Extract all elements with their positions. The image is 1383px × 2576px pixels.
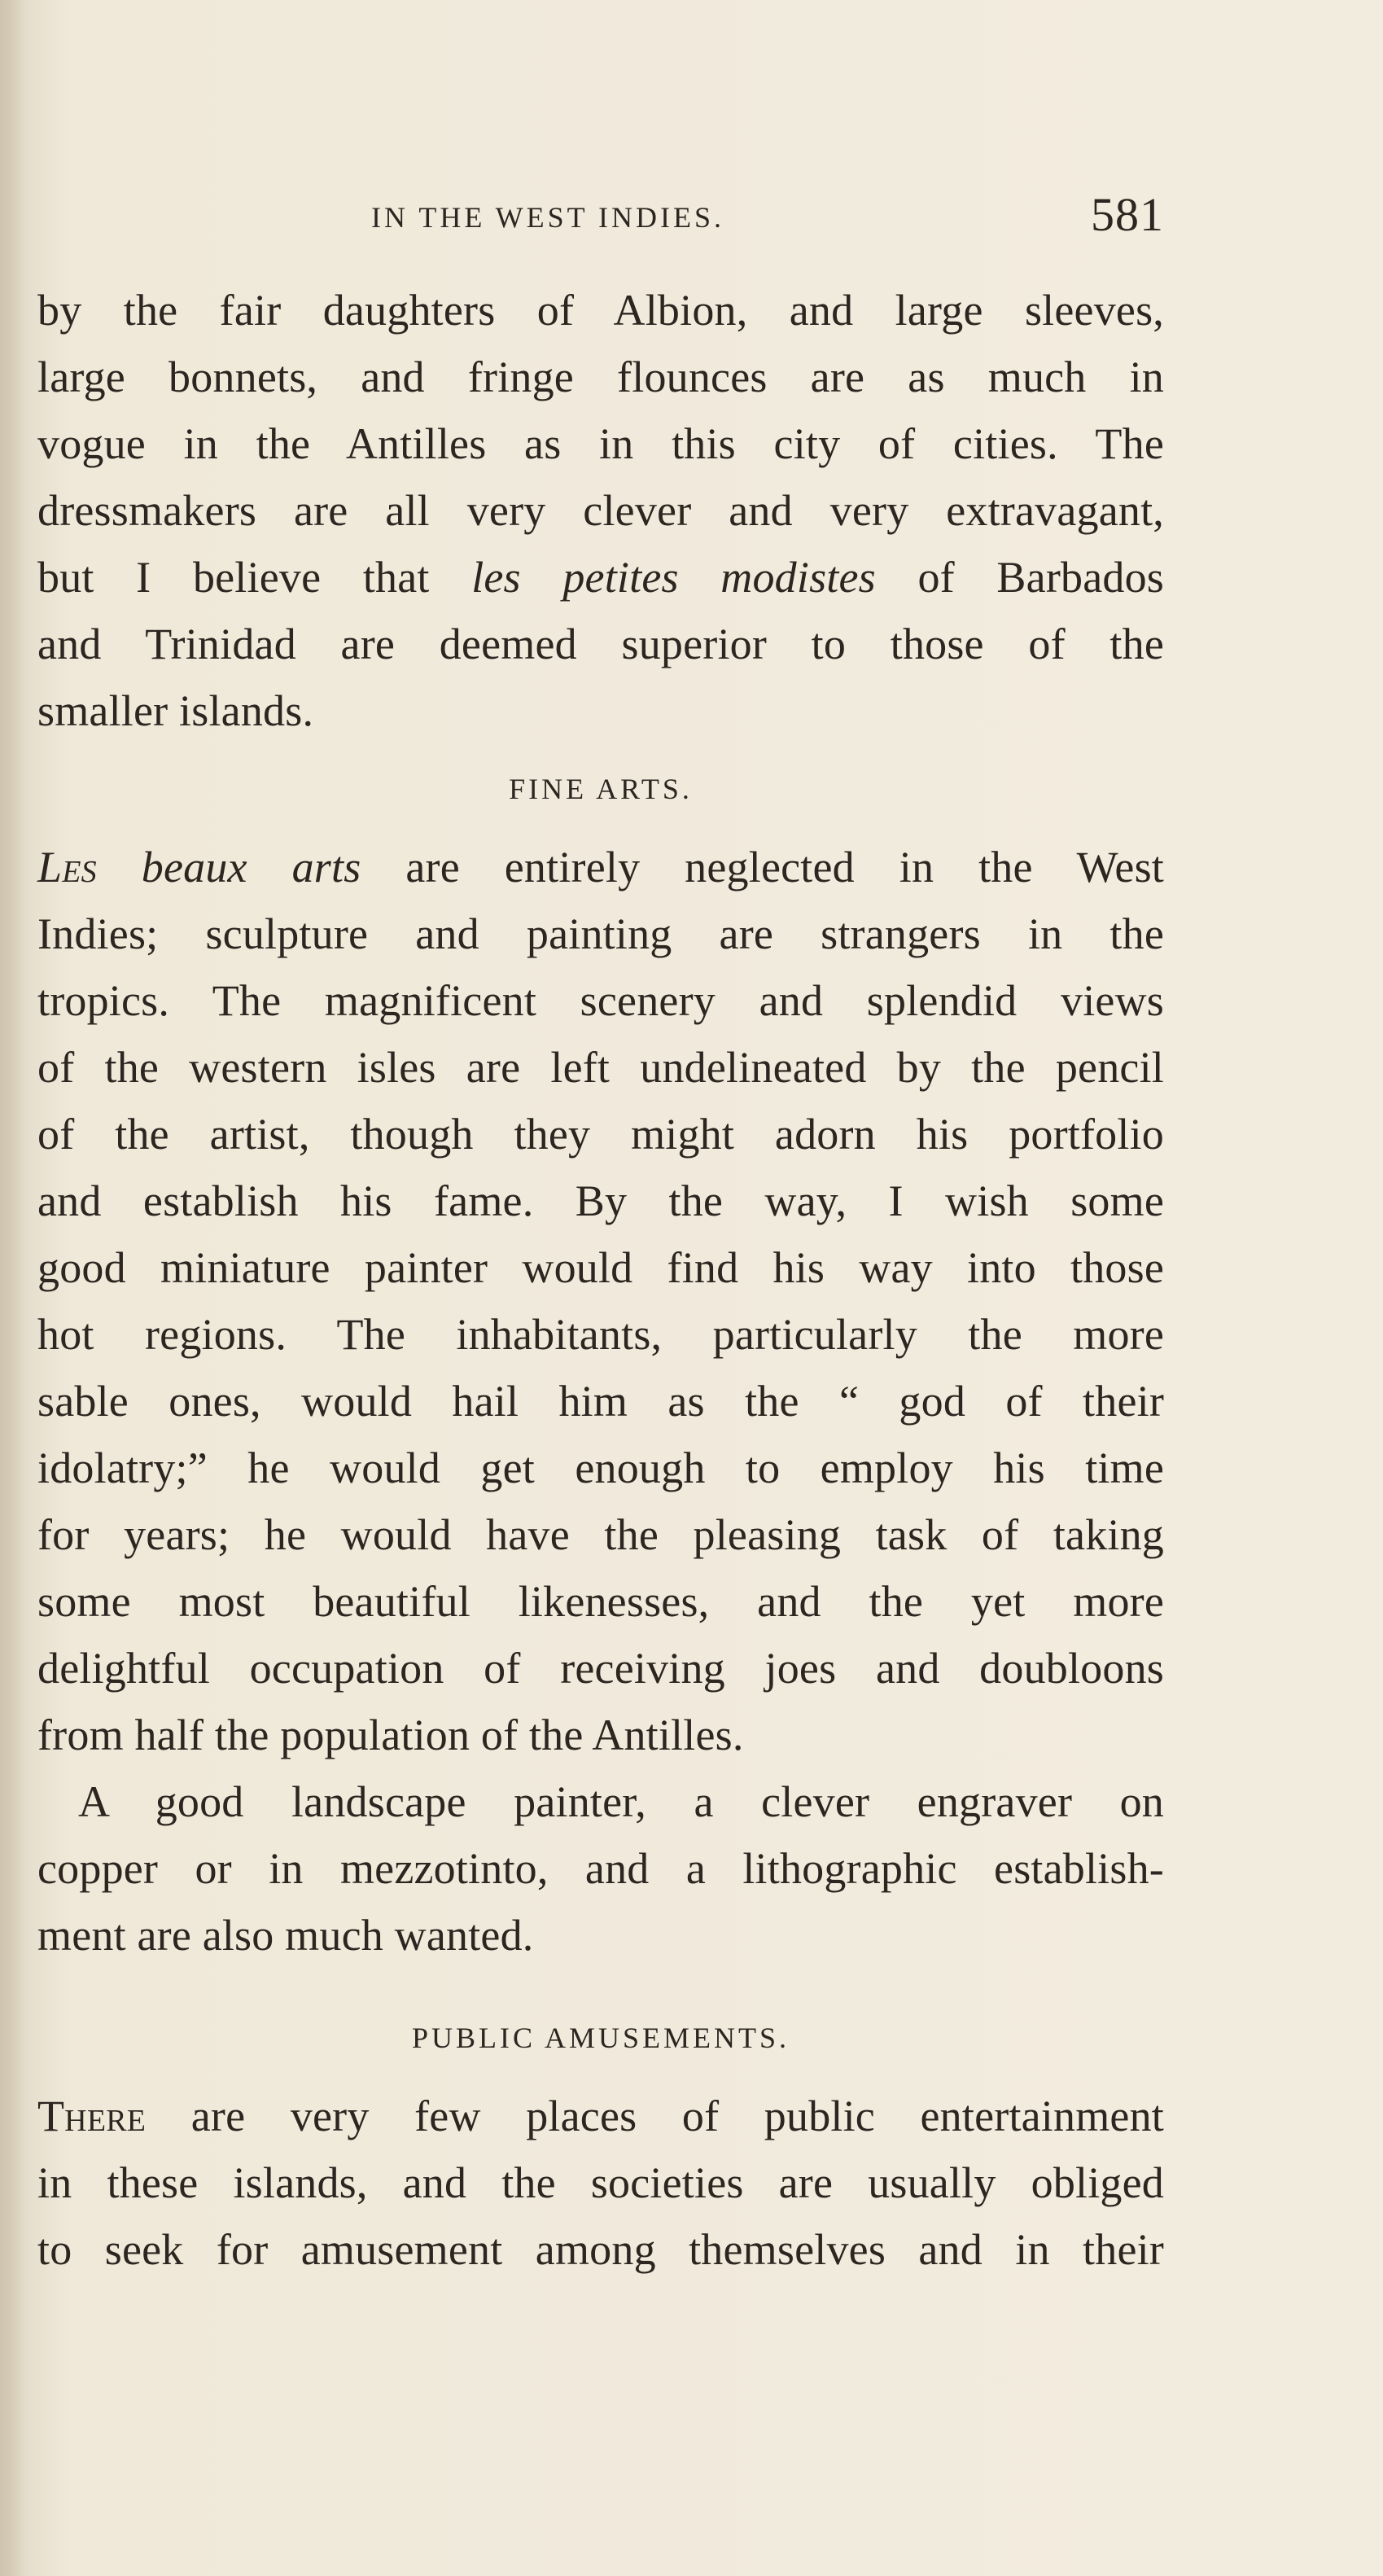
running-head: IN THE WEST INDIES. bbox=[371, 201, 724, 234]
text-line: copper or in mezzotinto, and a lithographic establish- bbox=[37, 1844, 1164, 1893]
text-line: dressmakers are all very clever and very extravagant, bbox=[37, 486, 1164, 535]
gutter-shadow bbox=[0, 0, 24, 2576]
section-heading-public-amusements: PUBLIC AMUSEMENTS. bbox=[411, 2022, 790, 2054]
text-line: for years; he would have the pleasing task of taking bbox=[37, 1510, 1164, 1559]
text-line: vogue in the Antilles as in this city of cities. The bbox=[37, 419, 1164, 468]
italic-phrase: beaux arts bbox=[96, 843, 361, 892]
body-text bbox=[37, 277, 1164, 2283]
page-header bbox=[37, 184, 1164, 249]
text-line: and Trinidad are deemed superior to those of the bbox=[37, 620, 1164, 668]
text-line: large bonnets, and fringe flounces are as much in bbox=[37, 353, 1164, 401]
text-line: from half the population of the Antilles. bbox=[37, 1711, 744, 1759]
text-line: and establish his fame. By the way, I wish some bbox=[37, 1176, 1164, 1225]
text-line: smaller islands. bbox=[37, 686, 314, 735]
text-line: some most beautiful likenesses, and the yet more bbox=[37, 1577, 1164, 1626]
text-line: by the fair daughters of Albion, and large sleeves, bbox=[37, 286, 1164, 335]
text-line bbox=[37, 834, 1164, 900]
text-segment: are entirely neglected in the West bbox=[361, 843, 1164, 892]
text-line bbox=[37, 2083, 1164, 2149]
text-segment: but I believe that bbox=[37, 553, 472, 602]
page-number: 581 bbox=[1091, 188, 1164, 241]
text-line: idolatry;” he would get enough to employ his time bbox=[37, 1444, 1164, 1492]
text-line: Indies; sculpture and painting are strangers in the bbox=[37, 909, 1164, 958]
text-line: to seek for amusement among themselves and in their bbox=[37, 2225, 1164, 2274]
text-line bbox=[37, 544, 1164, 611]
text-line: tropics. The magnificent scenery and splendid views bbox=[37, 976, 1164, 1025]
text-line: hot regions. The inhabitants, particularly the more bbox=[37, 1310, 1164, 1359]
text-segment: are very few places of public entertainment bbox=[146, 2092, 1164, 2140]
text-line: in these islands, and the societies are usually obliged bbox=[37, 2158, 1164, 2207]
text-line: ment are also much wanted. bbox=[37, 1911, 534, 1960]
small-caps-word: There bbox=[37, 2092, 147, 2140]
text-line: of the artist, though they might adorn his portfolio bbox=[37, 1110, 1164, 1159]
text-line: sable ones, would hail him as the “ god of their bbox=[37, 1377, 1164, 1426]
text-segment: of Barbados bbox=[875, 553, 1164, 602]
text-line: delightful occupation of receiving joes and doubloons bbox=[37, 1644, 1164, 1693]
italic-phrase: les petites modistes bbox=[471, 553, 876, 602]
section-heading-fine-arts: FINE ARTS. bbox=[509, 773, 693, 805]
text-line: of the western isles are left undelineated by the pencil bbox=[37, 1043, 1164, 1092]
text-line: A good landscape painter, a clever engraver on bbox=[78, 1777, 1164, 1826]
text-line: good miniature painter would find his way into those bbox=[37, 1243, 1164, 1292]
italic-small-caps: Les bbox=[37, 843, 97, 892]
